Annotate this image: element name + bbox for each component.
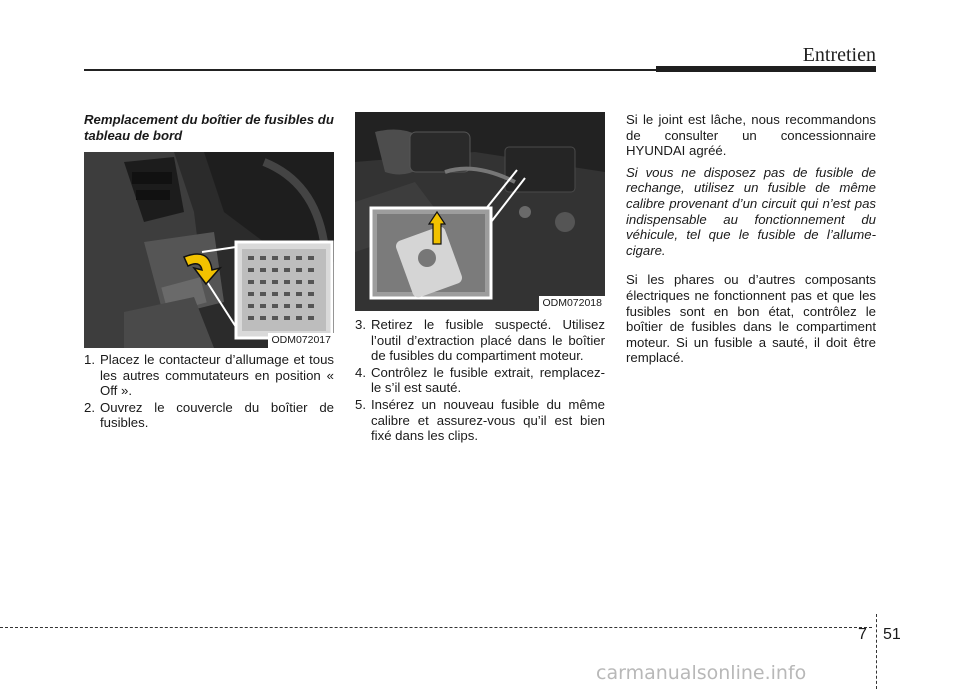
section-title: Entretien (802, 44, 876, 66)
list-item: 4. Contrôlez le fusible extrait, remplacez-le s’il est sauté. (355, 364, 605, 396)
dashboard-illustration (84, 152, 334, 348)
paragraph: Si le joint est lâche, nous recommandons de consulter un concessionnaire HYUNDAI agréé. (626, 112, 876, 159)
footer-divider (876, 614, 877, 689)
dashboard-fuse-box-photo (84, 152, 334, 348)
page-number: 51 (883, 626, 901, 643)
list-item: 3. Retirez le fusible suspecté. Utilisez l’outil d’extraction placé dans le boîtier de fusibles du compartiment moteur. (355, 317, 605, 364)
list-item: 1. Placez le contacteur d’allumage et tous les autres commutateurs en position « Off ». (84, 352, 334, 399)
engine-compartment-illustration (355, 112, 605, 311)
list-item: 2. Ouvrez le couvercle du boîtier de fusibles. (84, 399, 334, 431)
note-paragraph: Si vous ne disposez pas de fusible de rechange, utilisez un fusible de même calibre provenant d’un circuit qui n’est pas indispensable au fonctionnement du véhicule, tel que le fusible de l’allume-cigare. (626, 164, 876, 258)
figure-caption: ODM072018 (539, 296, 605, 311)
figure-caption: ODM072017 (268, 333, 334, 348)
paragraph: Si les phares ou d’autres composants électriques ne fonctionnent pas et que les fusibles sont en bon état, contrôlez le boîtier de fusibles dans le compartiment moteur. Si un fusible a sauté, il doit être remplacé. (626, 272, 876, 366)
column-3 (626, 112, 876, 380)
header-rule (84, 69, 656, 71)
column-1 (84, 112, 334, 432)
engine-fuse-puller-photo (355, 112, 605, 311)
list-item: 5. Insérez un nouveau fusible du même calibre et assurez-vous qu’il est bien fixé dans les clips. (355, 396, 605, 444)
instruction-list (355, 317, 605, 444)
watermark: carmanualsonline.info (596, 662, 807, 684)
section-heading: Remplacement du boîtier de fusibles du tableau de bord (84, 112, 334, 143)
header-bar (656, 66, 876, 72)
column-2 (355, 112, 605, 445)
footer-rule (0, 627, 872, 628)
chapter-number: 7 (858, 626, 867, 643)
instruction-list (84, 352, 334, 431)
